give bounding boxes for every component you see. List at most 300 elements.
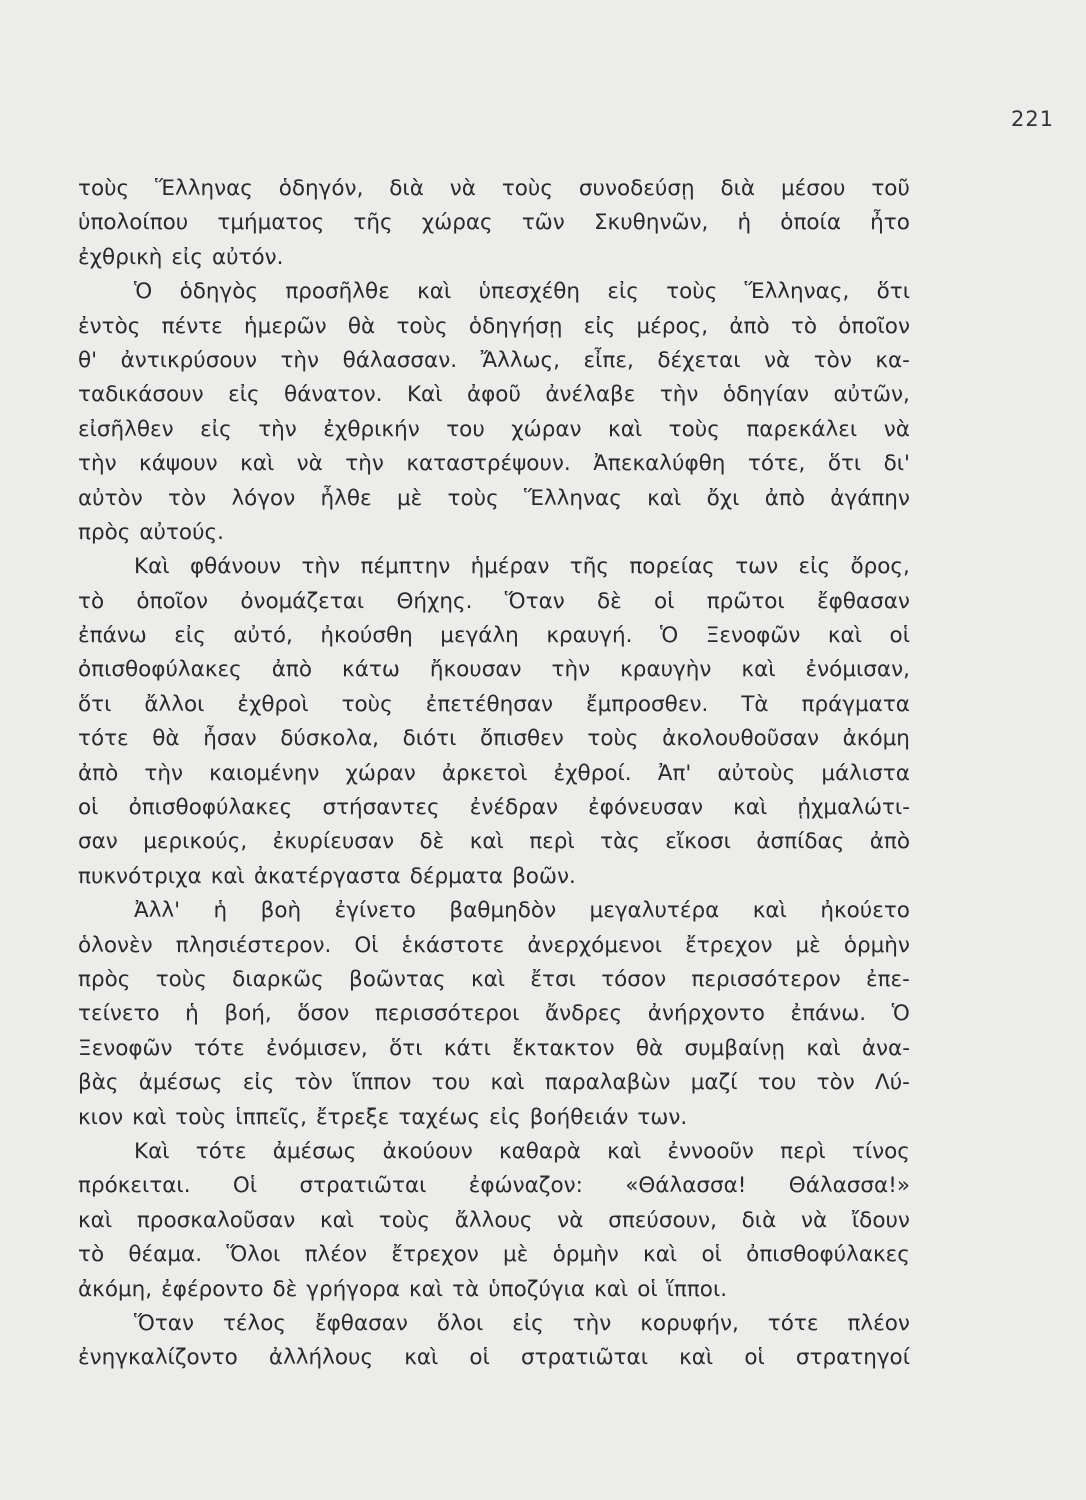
word: Ἀπεκαλύφθη — [593, 451, 726, 477]
word: χώραν — [511, 416, 582, 442]
word: καὶ — [806, 1035, 841, 1061]
text-line — [78, 344, 910, 378]
word: εἰς — [607, 279, 639, 305]
word: ἑκάστοτε — [401, 932, 505, 958]
word: ταδικάσουν — [78, 382, 204, 408]
text-line — [78, 275, 910, 309]
word: καὶ — [608, 416, 643, 442]
text-line — [78, 482, 910, 516]
word: ὁδηγόν, — [278, 176, 364, 201]
word: τὸ — [78, 1242, 105, 1268]
word: ἐνόμισεν, — [265, 1035, 368, 1061]
text-line — [78, 241, 910, 275]
word: μεγάλη — [440, 623, 519, 649]
word: οἱ — [78, 795, 99, 821]
word: τοῦ — [871, 176, 910, 201]
word: ἄλλους — [454, 1207, 533, 1233]
word: καὶ — [490, 1070, 525, 1096]
word: τὸ — [790, 313, 817, 339]
text-line — [78, 1135, 910, 1169]
word: βοή, — [224, 1001, 272, 1027]
word: ἔτσι — [530, 966, 576, 992]
word: τὴν — [572, 1310, 612, 1336]
body-text — [78, 172, 910, 1376]
word: τὰς — [600, 829, 640, 855]
word: ἐχθρικὴ — [78, 244, 163, 270]
word: ἐφέροντο — [161, 1276, 264, 1302]
word: ὄρος, — [850, 554, 910, 580]
word: καὶ — [827, 623, 863, 649]
word: κα- — [875, 347, 910, 373]
word: ἐχθροὶ — [237, 691, 309, 717]
text-line — [78, 1238, 910, 1272]
word: ὁδηγήσῃ — [468, 313, 563, 339]
word: περὶ — [529, 829, 575, 855]
word: καὶ — [132, 1104, 167, 1130]
word: θὰ — [152, 726, 180, 752]
word: εἶπε, — [583, 347, 634, 373]
text-line — [78, 1341, 910, 1375]
word: τόσον — [601, 966, 667, 992]
word: πλησιέστερον. — [175, 932, 332, 958]
word: ὁδηγὸς — [179, 279, 258, 305]
word: ὀνομάζεται — [240, 588, 365, 614]
word: ἐφόνευσαν — [588, 795, 703, 821]
word: ἀφοῦ — [466, 382, 521, 408]
word: μεγαλυτέρα — [589, 898, 720, 924]
text-line — [78, 378, 910, 412]
word: τὸν — [168, 485, 207, 511]
word: κραυγὴν — [620, 657, 712, 683]
word: Λύ- — [875, 1070, 910, 1096]
word: Ὅταν — [134, 1310, 194, 1336]
word: ἐνέδραν — [469, 795, 559, 821]
word: ὁρμὴν — [552, 1242, 619, 1268]
word: καὶ — [408, 1276, 444, 1302]
word: δὲ — [419, 829, 445, 855]
word: δέρματα — [409, 863, 504, 889]
word: βαθμηδὸν — [449, 898, 557, 924]
word: ὁποῖον — [838, 313, 910, 339]
word: ὁποία — [780, 210, 841, 236]
word: νὰ — [557, 1207, 584, 1233]
word: τὰ — [452, 1276, 480, 1302]
word: καὶ — [417, 279, 452, 305]
word: ἡ — [185, 1001, 199, 1027]
word: καὶ — [647, 485, 682, 511]
word: καὶ — [404, 1345, 439, 1371]
word: τότε — [767, 1310, 819, 1336]
word: εἰς — [583, 313, 616, 339]
word: ὀπισθοφύλακες — [746, 1242, 910, 1268]
word: εἰς — [512, 1310, 544, 1336]
word: Ὁ — [891, 1001, 910, 1027]
word: καὶ — [210, 863, 245, 889]
word: Ἄλλως, — [480, 347, 561, 373]
word: πρόκειται. — [78, 1173, 191, 1199]
word: σπεύσουν, — [608, 1207, 717, 1233]
word: σαν — [78, 829, 118, 855]
word: ἔκτακτον — [512, 1035, 615, 1061]
word: αὐτοὺς — [717, 760, 796, 786]
word: Ἕλληνας — [155, 176, 253, 201]
word: μέρος, — [636, 313, 709, 339]
word: ἐντὸς — [78, 313, 141, 339]
text-line — [78, 653, 910, 687]
text-line — [78, 1273, 910, 1307]
word: καὶ — [470, 966, 506, 992]
word: ἄλλοι — [144, 691, 205, 717]
word: τὸ — [78, 588, 105, 614]
word: συμβαίνῃ — [684, 1035, 786, 1061]
word: ἱππεῖς, — [235, 1104, 307, 1130]
word: Οἱ — [232, 1173, 258, 1199]
word: ἀπὸ — [271, 657, 313, 683]
word: παραλαβὼν — [544, 1070, 671, 1096]
word: νὰ — [800, 1207, 828, 1233]
word: ὅτι — [876, 279, 910, 305]
word: ἐπε- — [865, 966, 910, 992]
word: ἀντικρύσουν — [120, 347, 257, 373]
word: ὁρμὴν — [843, 932, 910, 958]
word: ἦλθε — [320, 485, 372, 511]
word: ἔτρεχον — [685, 932, 773, 958]
word: Ὅταν — [504, 588, 565, 614]
word: τὴν — [144, 760, 183, 786]
word: ἐγίνετο — [334, 898, 416, 924]
word: των — [735, 554, 779, 580]
word: τοὺς — [501, 176, 553, 201]
word: δύσκολα, — [280, 726, 379, 752]
text-line — [78, 1032, 910, 1066]
word: ἐνόμισαν, — [805, 657, 910, 683]
word: ἐκυρίευσαν — [272, 829, 395, 855]
word: εἰς — [228, 382, 260, 408]
word: στρατηγοί — [795, 1345, 910, 1371]
word: ὅτι — [827, 451, 862, 477]
word: Ὅλοι — [226, 1242, 281, 1268]
word: ἀκατέργαστα — [253, 863, 401, 889]
text-line — [78, 1101, 910, 1135]
word: τὴν — [258, 416, 297, 442]
text-line — [78, 1169, 910, 1203]
word: στρατιῶται — [520, 1345, 648, 1371]
text-line — [78, 1066, 910, 1100]
word: ἵππον — [353, 1070, 412, 1096]
word: ἀκολουθοῦσαν — [662, 726, 820, 752]
word: του — [757, 1070, 797, 1096]
word: ἴδουν — [851, 1207, 910, 1233]
word: τὸν — [813, 347, 852, 373]
word: δὲ — [272, 1276, 298, 1302]
word: Σκυθηνῶν, — [593, 210, 709, 236]
word: τοὺς — [155, 966, 207, 992]
word: καθαρὰ — [498, 1138, 581, 1164]
word: εἰς — [171, 244, 203, 270]
word: ὁδηγίαν — [722, 382, 810, 408]
text-line — [78, 550, 910, 584]
word: τοὺς — [396, 313, 448, 339]
word: θὰ — [347, 313, 376, 339]
word: Ξενοφῶν — [705, 623, 801, 649]
word: διὰ — [741, 1207, 777, 1233]
word: εἰς — [798, 554, 831, 580]
word: καὶ — [240, 451, 275, 477]
word: τὸν — [294, 1070, 333, 1096]
word: νὰ — [883, 416, 910, 442]
word: αὐτό, — [233, 623, 293, 649]
word: τοὺς — [378, 1207, 430, 1233]
word: τοὺς — [175, 1104, 227, 1130]
word: Θάλασσα!» — [788, 1173, 910, 1199]
text-line — [78, 997, 910, 1031]
word: του — [446, 416, 485, 442]
word: παρεκάλει — [746, 416, 858, 442]
word: καὶ — [607, 1138, 642, 1164]
word: ἵπποι. — [666, 1276, 728, 1302]
word: ἀνήρχοντο — [647, 1001, 765, 1027]
word: πρὸς — [78, 966, 131, 992]
word: ἀμέσως — [138, 1070, 223, 1096]
word: μὲ — [503, 1242, 529, 1268]
text-line — [78, 585, 910, 619]
text-line — [78, 310, 910, 344]
word: περισσότερον — [691, 966, 841, 992]
word: θὰ — [635, 1035, 664, 1061]
text-line — [78, 172, 910, 206]
word: τὴν — [345, 451, 384, 477]
text-line — [78, 757, 910, 791]
text-line — [78, 791, 910, 825]
word: ὁλονὲν — [78, 932, 153, 958]
word: εἰς — [174, 623, 206, 649]
word: τὸν — [816, 1070, 855, 1096]
word: εἰς — [489, 1104, 521, 1130]
word: καὶ — [741, 657, 776, 683]
word: στρατιῶται — [299, 1173, 427, 1199]
word: οἱ — [889, 623, 910, 649]
word: ἀλλήλους — [268, 1345, 374, 1371]
word: τοὺς — [447, 485, 499, 511]
text-line — [78, 1307, 910, 1341]
word: ἔφθασαν — [315, 1310, 408, 1336]
word: οἱ — [637, 1276, 658, 1302]
text-line — [78, 825, 910, 859]
word: λόγον — [231, 485, 296, 511]
word: κάτι — [443, 1035, 491, 1061]
word: ἠκούετο — [820, 898, 910, 924]
word: ὑπεσχέθη — [478, 279, 581, 305]
word: καὶ — [594, 1276, 629, 1302]
word: θάνατον. — [284, 382, 383, 408]
word: ἡμερῶν — [244, 313, 327, 339]
word: «Θάλασσα! — [625, 1173, 747, 1199]
word: ἀπὸ — [729, 313, 770, 339]
word: Ἀλλ' — [134, 898, 181, 924]
word: πράγματα — [801, 691, 910, 717]
word: τοὺς — [341, 691, 393, 717]
word: ἀπὸ — [78, 760, 119, 786]
word: ἔφθασαν — [816, 588, 910, 614]
word: ὄπισθεν — [480, 726, 564, 752]
word: αὐτῶν, — [833, 382, 910, 408]
word: τοὺς — [666, 279, 718, 305]
word: καὶ — [78, 1207, 113, 1233]
word: εἰσῆλθεν — [78, 416, 174, 442]
word: τοὺς — [668, 416, 720, 442]
word: ὀπισθοφύλακες — [128, 795, 293, 821]
word: γρήγορα — [306, 1276, 400, 1302]
word: οἱ — [654, 588, 675, 614]
word: ἔτρεξε — [315, 1104, 390, 1130]
word: τὴν — [301, 554, 341, 580]
word: κιον — [78, 1104, 124, 1130]
text-line — [78, 619, 910, 653]
word: κάψουν — [139, 451, 218, 477]
word: τὴν — [659, 382, 699, 408]
word: νὰ — [764, 347, 791, 373]
word: ὅσον — [297, 1001, 350, 1027]
word: ἔμπροσθεν. — [586, 691, 709, 717]
word: πλέον — [304, 1242, 368, 1268]
word: πυκνότριχα — [78, 863, 202, 889]
word: καὶ — [469, 829, 504, 855]
word: δι' — [883, 451, 910, 477]
word: ἡ — [737, 210, 752, 236]
word: μερικούς, — [143, 829, 248, 855]
word: καταστρέψουν. — [406, 451, 571, 477]
word: ἀγάπην — [830, 485, 910, 511]
word: ᾐχμαλώτι- — [797, 795, 910, 821]
word: ἄνδρες — [544, 1001, 623, 1027]
text-line — [78, 894, 910, 928]
word: προσκαλοῦσαν — [136, 1207, 296, 1233]
word: χώραν — [345, 760, 416, 786]
word: ἀνέλαβε — [545, 382, 636, 408]
word: εἴκοσι — [665, 829, 731, 855]
word: ἐπάνω — [78, 623, 147, 649]
word: καὶ — [733, 795, 768, 821]
word: αὐτόν. — [211, 244, 284, 270]
word: ἐπετέθησαν — [425, 691, 554, 717]
word: κάτω — [342, 657, 400, 683]
text-line — [78, 413, 910, 447]
word: ἀκόμη, — [78, 1276, 153, 1302]
word: πορείας — [629, 554, 715, 580]
word: δέχεται — [657, 347, 741, 373]
word: ἀκούουν — [382, 1138, 473, 1164]
word: οἱ — [701, 1242, 722, 1268]
word: τείνετο — [78, 1001, 160, 1027]
word: ὑποζύγια — [488, 1276, 586, 1302]
text-line — [78, 1204, 910, 1238]
word: τὴν — [280, 347, 320, 373]
word: ὄχι — [706, 485, 740, 511]
word: καιομένην — [209, 760, 320, 786]
text-line — [78, 206, 910, 240]
word: χώρας — [421, 210, 493, 236]
word: δὲ — [597, 588, 622, 614]
word: τῆς — [569, 554, 609, 580]
word: Οἱ — [354, 932, 379, 958]
word: τῆς — [353, 210, 393, 236]
word: βοῶν. — [512, 863, 576, 889]
word: τὴν — [551, 657, 591, 683]
word: φθάνουν — [189, 554, 282, 580]
word: καὶ — [752, 898, 787, 924]
word: θέαμα. — [128, 1242, 203, 1268]
word: ἀμέσως — [272, 1138, 357, 1164]
word: ἀκόμη — [842, 726, 910, 752]
word: Ἕλληνας — [524, 485, 622, 511]
word: μέσου — [780, 176, 846, 201]
word: Καὶ — [134, 554, 170, 580]
word: Ἀπ' — [657, 760, 692, 786]
word: πλέον — [847, 1310, 910, 1336]
word: μὲ — [396, 485, 423, 511]
word: ἔτρεχον — [391, 1242, 479, 1268]
word: ἐπάνω. — [790, 1001, 867, 1027]
word: βοὴ — [260, 898, 302, 924]
word: θάλασσαν. — [342, 347, 458, 373]
word: Τὰ — [741, 691, 769, 717]
word: Καὶ — [406, 382, 443, 408]
text-line — [78, 722, 910, 756]
word: βοῶντας — [349, 966, 446, 992]
word: βὰς — [78, 1070, 119, 1096]
word: μαζί — [690, 1070, 738, 1096]
word: οἱ — [469, 1345, 490, 1371]
word: ἐφώναζον: — [468, 1173, 583, 1199]
text-line — [78, 860, 910, 894]
word: ἀπὸ — [764, 485, 805, 511]
word: αὐτὸν — [78, 485, 143, 511]
word: κραυγή. — [546, 623, 633, 649]
word: διὰ — [389, 176, 424, 201]
word: στήσαντες — [322, 795, 440, 821]
word: ἡμέραν — [470, 554, 550, 580]
word: Ὁ — [134, 279, 153, 305]
word: ὁποῖον — [136, 588, 209, 614]
text-line — [78, 447, 910, 481]
word: εἰς — [200, 416, 232, 442]
text-line — [78, 516, 910, 550]
word: των. — [637, 1104, 688, 1130]
word: τότε — [195, 1138, 247, 1164]
word: ὀπισθοφύλακες — [78, 657, 242, 683]
word: ὑπολοίπου — [78, 210, 189, 236]
word: νὰ — [296, 451, 323, 477]
word: ἐχθροί. — [553, 760, 632, 786]
word: τοὺς — [78, 176, 130, 201]
word: Ἕλληνας, — [744, 279, 850, 305]
word: Θήχης. — [396, 588, 473, 614]
word: τὴν — [78, 451, 117, 477]
word: διότι — [402, 726, 457, 752]
text-line — [78, 688, 910, 722]
text-line — [78, 929, 910, 963]
word: ἠκούσθη — [320, 623, 413, 649]
word: βοήθειάν — [529, 1104, 629, 1130]
word: τίνος — [851, 1138, 910, 1164]
word: περισσότεροι — [374, 1001, 520, 1027]
word: ἀνα- — [861, 1035, 910, 1061]
word: Καὶ — [134, 1138, 170, 1164]
word: τότε — [193, 1035, 245, 1061]
word: τότε, — [747, 451, 806, 477]
word: ὅλοι — [436, 1310, 484, 1336]
word: προσῆλθε — [285, 279, 390, 305]
